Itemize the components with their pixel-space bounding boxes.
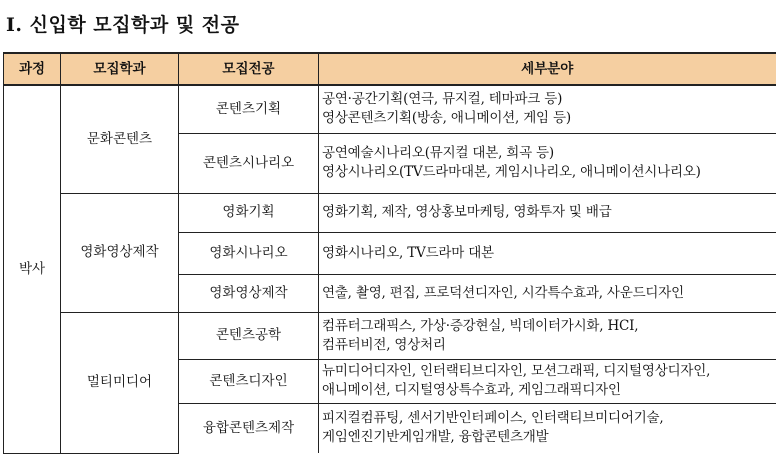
header-major: 모집전공 bbox=[179, 53, 319, 85]
major-cell: 콘텐츠시나리오 bbox=[179, 133, 319, 193]
table-row bbox=[4, 193, 776, 232]
table-header-row bbox=[4, 53, 776, 85]
field-line: 영상시나리오(TV드라마대본, 게임시나리오, 애니메이션시나리오) bbox=[322, 164, 701, 180]
department-cell: 문화콘텐츠 bbox=[61, 85, 179, 193]
field-cell bbox=[319, 359, 776, 403]
major-cell: 영화영상제작 bbox=[179, 274, 319, 312]
header-field: 세부분야 bbox=[319, 53, 776, 85]
field-line: 영상콘텐츠기획(방송, 애니메이션, 게임 등) bbox=[322, 110, 571, 127]
major-cell: 영화시나리오 bbox=[179, 232, 319, 274]
field-cell bbox=[319, 403, 776, 453]
field-cell bbox=[319, 133, 776, 193]
table-row bbox=[4, 312, 776, 359]
major-cell: 융합콘텐츠제작 bbox=[179, 403, 319, 453]
field-line: 컴퓨터그래픽스, 가상·증강현실, 빅데이터가시화, HCI, bbox=[322, 317, 639, 334]
department-cell: 영화영상제작 bbox=[61, 193, 179, 312]
major-cell: 콘텐츠공학 bbox=[179, 312, 319, 359]
field-line: 연출, 촬영, 편집, 프로덕션디자인, 시각특수효과, 사운드디자인 bbox=[322, 284, 684, 301]
table-row bbox=[4, 85, 776, 133]
field-line: 컴퓨터비전, 영상처리 bbox=[322, 336, 446, 353]
header-department: 모집학과 bbox=[61, 53, 179, 85]
field-line: 공연예술시나리오(뮤지컬 대본, 희곡 등) bbox=[322, 145, 554, 161]
field-line: 영화시나리오, TV드라마 대본 bbox=[322, 244, 494, 261]
field-line: 공연·공간기획(연극, 뮤지컬, 테마파크 등) bbox=[322, 91, 563, 108]
major-cell: 콘텐츠기획 bbox=[179, 85, 319, 133]
major-cell: 콘텐츠디자인 bbox=[179, 359, 319, 403]
field-line: 피지컬컴퓨팅, 센서기반인터페이스, 인터랙티브미디어기술, bbox=[322, 410, 664, 427]
field-cell bbox=[319, 193, 776, 232]
field-line: 애니메이션, 디지털영상특수효과, 게임그래픽디자인 bbox=[322, 382, 621, 398]
field-line: 영화기획, 제작, 영상홍보마케팅, 영화투자 및 배급 bbox=[322, 204, 612, 220]
field-cell bbox=[319, 232, 776, 274]
field-cell bbox=[319, 274, 776, 312]
field-cell bbox=[319, 85, 776, 133]
section-title: I. 신입학 모집학과 및 전공 bbox=[6, 14, 240, 36]
major-cell: 영화기획 bbox=[179, 193, 319, 232]
field-cell bbox=[319, 312, 776, 359]
field-line: 뉴미디어디자인, 인터랙티브디자인, 모션그래픽, 디지털영상디자인, bbox=[322, 363, 711, 379]
course-cell: 박사 bbox=[4, 85, 61, 453]
header-course: 과정 bbox=[4, 53, 61, 85]
recruitment-table bbox=[3, 52, 776, 454]
department-cell: 멀티미디어 bbox=[61, 312, 179, 453]
field-line: 게임엔진기반게임개발, 융합콘텐츠개발 bbox=[322, 429, 549, 446]
